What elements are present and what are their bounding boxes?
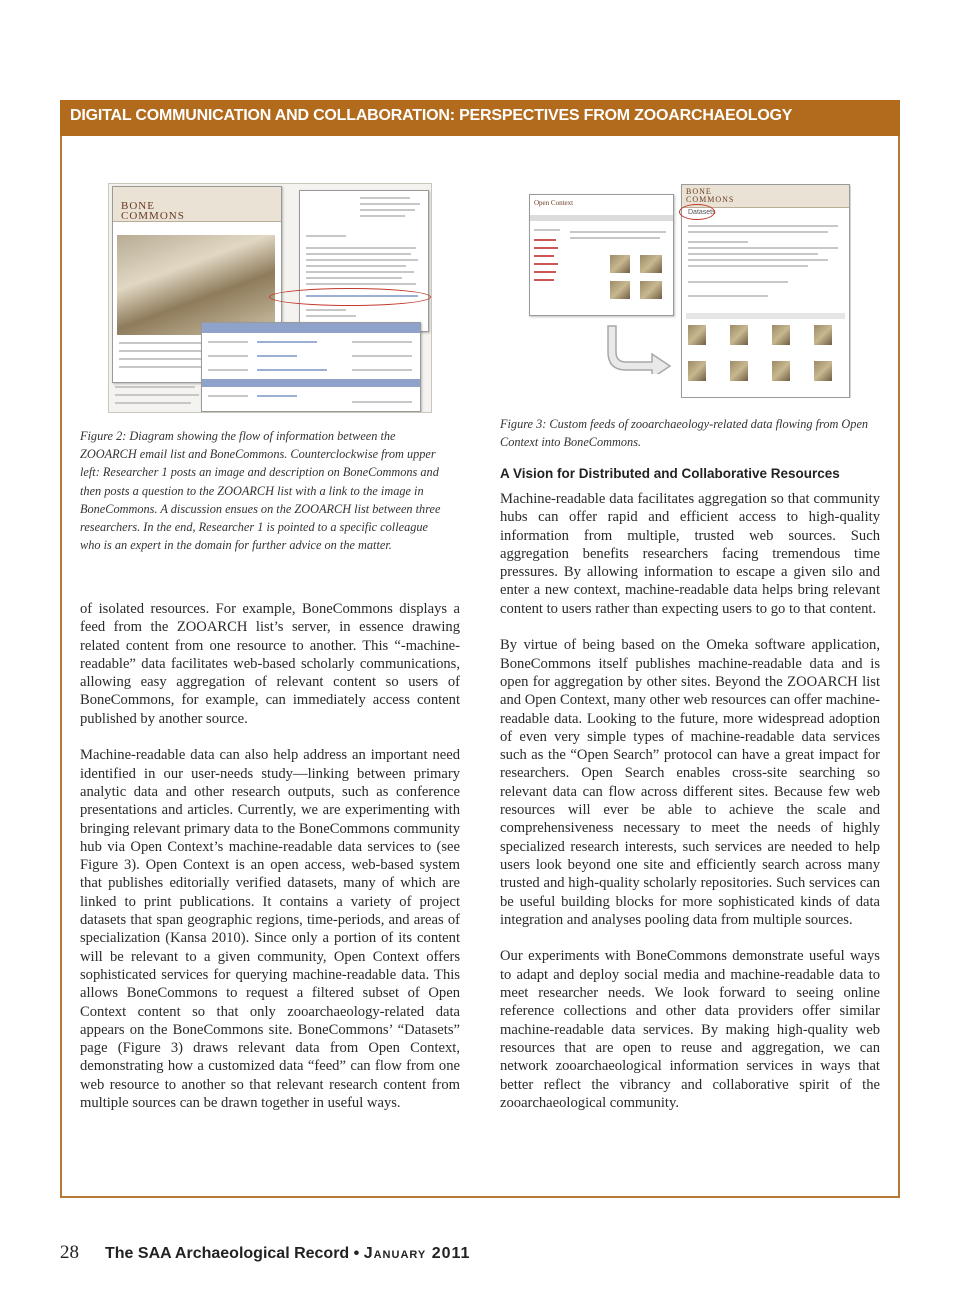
footer-bullet: •: [353, 1245, 360, 1262]
text-line: [306, 247, 416, 249]
text-line: [360, 203, 420, 205]
text-line: [257, 341, 317, 343]
issue-date: January 2011: [363, 1245, 471, 1262]
paragraph: Machine-readable data can also help address an important need identified in our user-needs study—linking between primary analytic data and other research outputs, such as conference presentations and articles. Currently, we are experimenting with bringing relevant primary data to the BoneCommons community hub via Open Context’s machine-readable data services to (see Figure 3). Open Context is an open access, web-based system that publishes editorially verified datasets, many of which are linked to print publications. It contains a variety of project datasets that span geographic regions, time-periods, and areas of specialization (Kansa 2010). Since only a portion of its content will be relevant to a given community, Open Context offers sophisticated services for querying machine-readable data. This allows BoneCommons to request a filtered subset of Open Context content so that only zooarchaeology-related data appears on the BoneCommons site. BoneCommons’ “Datasets” page (Figure 3) draws relevant data from Open Context, demonstrating how a customized data “feed” can flow from one web resource to another so that relevant research content from multiple sources can be drawn together in useful ways.: [80, 747, 460, 1112]
text-line: [306, 253, 411, 255]
text-line: [688, 259, 828, 261]
section-heading: A Vision for Distributed and Collaborative Resources: [500, 466, 840, 481]
zooarch-email-screenshot: [299, 190, 429, 332]
text-line: [352, 369, 412, 371]
artifact-thumb: [730, 325, 748, 345]
text-line: [534, 271, 556, 273]
nav-bar: [530, 215, 673, 221]
text-line: [352, 355, 412, 357]
text-line: [570, 237, 660, 239]
text-line: [352, 401, 412, 403]
artifact-thumb: [814, 361, 832, 381]
text-line: [306, 265, 406, 267]
paragraph: Machine-readable data facilitates aggregation so that community hubs can offer rapid and efficient access to high-quality information from multiple, trusted web sources. Such aggregation benefits researchers facing tremendous time pressures. By allowing information to escape a given silo and enter a new context, machine-readable data helps bring relevant content to users rather than expecting users to go to that content.: [500, 491, 880, 617]
bonecommons-logo: BONE COMMONS: [686, 187, 735, 204]
figure-2-image: [108, 183, 432, 413]
text-line: [208, 341, 248, 343]
figure-3-caption: Figure 3: Custom feeds of zooarchaeology-related data flowing from Open Context into BoneCommons.: [500, 417, 869, 450]
text-line: [360, 209, 415, 211]
text-line: [115, 402, 191, 404]
artifact-thumb: [640, 281, 662, 299]
text-line: [208, 369, 248, 371]
publication-title: The SAA Archaeological Record: [105, 1245, 350, 1262]
text-line: [534, 279, 554, 281]
artifact-thumb: [814, 325, 832, 345]
text-line: [534, 263, 558, 265]
open-context-screenshot: [529, 194, 674, 316]
text-line: [306, 283, 416, 285]
text-line: [257, 369, 327, 371]
artifact-thumb: [610, 281, 630, 299]
artifact-thumb: [610, 255, 630, 273]
text-line: [688, 281, 788, 283]
text-line: [688, 241, 748, 243]
text-line: [115, 386, 195, 388]
text-line: [688, 231, 828, 233]
jaw-bone-photo: [117, 235, 275, 335]
figure-3-image: [525, 183, 852, 399]
text-line: [208, 395, 248, 397]
paragraph: of isolated resources. For example, BoneCommons displays a feed from the ZOOARCH list’s server, in essence drawing related content from one resource to another. This “-machine-readable” data facilitates web-based scholarly communications, allowing easy aggregation of relevant content so users of BoneCommons, for example, can immediately access content published by another source.: [80, 601, 460, 727]
artifact-thumb: [772, 325, 790, 345]
text-line: [115, 394, 199, 396]
artifact-thumb: [688, 361, 706, 381]
text-line: [360, 215, 405, 217]
datasets-highlight-oval: [679, 204, 715, 220]
left-column-text: [80, 600, 460, 1112]
list-header-bar: [202, 323, 420, 333]
flow-arrow-icon: [606, 324, 676, 374]
artifact-thumb: [640, 255, 662, 273]
text-line: [257, 395, 297, 397]
datasets-label: Datasets: [688, 209, 716, 216]
text-line: [306, 235, 346, 237]
list-header-bar: [202, 379, 420, 387]
text-line: [534, 229, 560, 231]
text-line: [352, 341, 412, 343]
page-number: 28: [60, 1242, 79, 1263]
text-line: [688, 253, 818, 255]
right-column-text: [500, 490, 880, 1112]
open-context-logo: Open Context: [534, 199, 574, 207]
text-line: [257, 355, 297, 357]
paragraph: By virtue of being based on the Omeka software application, BoneCommons itself publishes machine-readable data and is open for aggregation by other sites. Beyond the ZOOARCH list and Open Context, many other web resources can offer machine-readable data. Looking to the future, more widespread adoption of even very simple types of machine-readable data services such as the “Open Search” protocol can have a great impact for researchers. Open Search enables cross-site searching so relevant data can flow across different sites. Because few web resources will ever be able to achieve the scale and comprehensiveness necessary to meet the needs of highly specialized research interests, such services are needed to help users look beyond one site and efficiently search across many trusted and high-quality scholarly repositories. Such services can be useful building blocks for more sophisticated kinds of data integration and analyses pooling data from multiple sources.: [500, 637, 880, 928]
discussion-list-screenshot: [201, 322, 421, 412]
text-line: [306, 259, 418, 261]
text-line: [208, 355, 248, 357]
table-header-bar: [686, 313, 845, 319]
artifact-thumb: [730, 361, 748, 381]
text-line: [306, 271, 414, 273]
artifact-thumb: [772, 361, 790, 381]
text-line: [306, 315, 356, 317]
text-line: [360, 197, 410, 199]
text-line: [688, 247, 838, 249]
page-footer: [60, 1242, 470, 1264]
section-banner: DIGITAL COMMUNICATION AND COLLABORATION: PERSPECTIVES FROM ZOOARCHAEOLOGY: [60, 100, 900, 136]
text-line: [688, 265, 808, 267]
text-line: [534, 239, 556, 241]
text-line: [688, 225, 838, 227]
figure-2-caption: Figure 2: Diagram showing the flow of information between the ZOOARCH email list and BoneCommons. Counterclockwise from upper left: Researcher 1 posts an image and description on BoneCommons and then posts a question to the ZOOARCH list with a link to the image in BoneCommons. A discussion ensues on the ZOOARCH list between three researchers. In the end, Researcher 1 is pointed to a specific colleague who is an expert in the domain for further advice on the matter.: [80, 429, 441, 553]
paragraph: Our experiments with BoneCommons demonstrate useful ways to adapt and deploy social media and machine-readable data to meet researcher needs. We look forward to seeing online reference collections and other data providers offer similar machine-readable data services. By making high-quality web resources that are open to reuse and aggregation, we can network zooarchaeological information services in ways that better reflect the vibrancy and collaborative spirit of the zooarchaeological community.: [500, 948, 880, 1111]
text-line: [306, 277, 402, 279]
link-highlight-oval: [269, 288, 431, 306]
artifact-thumb: [688, 325, 706, 345]
text-line: [306, 309, 346, 311]
text-line: [570, 231, 666, 233]
text-line: [688, 295, 768, 297]
text-line: [534, 247, 558, 249]
text-line: [534, 255, 554, 257]
bonecommons-logo: BONE COMMONS: [121, 200, 185, 222]
